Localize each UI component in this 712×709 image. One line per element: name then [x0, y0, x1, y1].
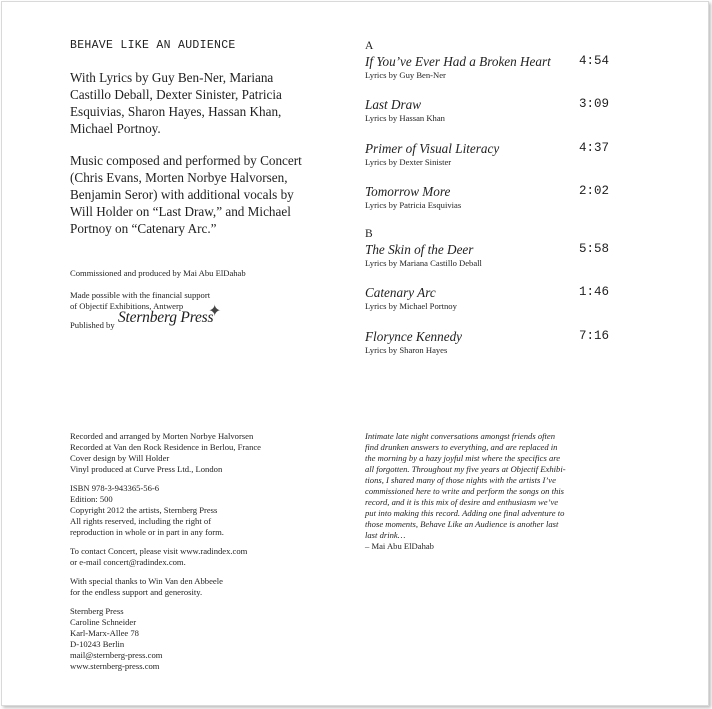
publication-details — [70, 483, 330, 538]
credit-line: mail@sternberg-press.com — [70, 650, 163, 660]
credit-line: Caroline Schneider — [70, 617, 137, 627]
track-item — [365, 329, 609, 359]
liner-note-line: record, and it is this mix of desire and enthusiasm we’ve — [365, 497, 559, 507]
credit-line: To contact Concert, please visit www.radindex.com — [70, 546, 248, 556]
credit-line: or e-mail concert@radindex.com. — [70, 557, 186, 567]
track-duration: 3:09 — [578, 97, 609, 111]
track-title: Catenary Arc — [365, 285, 436, 300]
commissioned-note: Commissioned and produced by Mai Abu ElDahab — [70, 268, 246, 278]
credit-line: Vinyl produced at Curve Press Ltd., London — [70, 464, 223, 474]
track-title: Last Draw — [365, 97, 422, 112]
lyrics-credit-paragraph: With Lyrics by Guy Ben-Ner, Mariana Castillo Deball, Dexter Sinister, Patricia Esquivias, Sharon Hayes, Hassan Khan, Michael Portnoy. — [70, 70, 282, 136]
album-title: BEHAVE LIKE AN AUDIENCE — [70, 39, 236, 52]
recording-credits — [70, 431, 330, 475]
credit-line: Recorded and arranged by Morten Norbye Halvorsen — [70, 431, 254, 441]
track-title: Tomorrow More — [365, 184, 451, 199]
track-lyricist: Lyrics by Patricia Esquivias — [365, 200, 462, 210]
music-credit-paragraph: Music composed and performed by Concert (Chris Evans, Morten Norbye Halvorsen, Benjamin Seror) with additional vocals by Will Holder on “Last Draw,” and Michael Portnoy on “Catenary Arc.” — [70, 153, 302, 236]
album-sleeve-page — [1, 1, 709, 706]
credit-line: www.sternberg-press.com — [70, 661, 160, 671]
track-duration: 1:46 — [578, 285, 609, 299]
liner-note-line: last drink… — [365, 530, 406, 540]
liner-note-line: find drunken answers to everything, and are replaced in — [365, 442, 558, 452]
liner-note-line: the morning by a hazy joyful mist where the specifics are — [365, 453, 561, 463]
track-title: Primer of Visual Literacy — [365, 141, 500, 156]
track-lyricist: Lyrics by Hassan Khan — [365, 113, 445, 123]
track-item — [365, 285, 609, 315]
sternberg-press-logo: Sternberg Press — [118, 309, 214, 326]
track-duration: 5:58 — [578, 242, 609, 256]
credit-line: D-10243 Berlin — [70, 639, 125, 649]
credit-line: Cover design by Will Holder — [70, 453, 170, 463]
support-line: Made possible with the financial support — [70, 290, 211, 300]
credit-line: ISBN 978-3-943365-56-6 — [70, 483, 160, 493]
credit-line: Sternberg Press — [70, 606, 124, 616]
star-sparkle-icon: ✦ — [208, 303, 222, 320]
track-title: The Skin of the Deer — [365, 242, 474, 257]
credit-line: All rights reserved, including the right of — [70, 516, 212, 526]
colophon-credits — [70, 431, 330, 680]
liner-note-line: tions, I shared many of those nights with the artists I’ve — [365, 475, 556, 485]
side-label-a: A — [365, 40, 374, 52]
track-item — [365, 54, 609, 84]
credit-line: for the endless support and generosity. — [70, 587, 203, 597]
side-label-b: B — [365, 228, 373, 240]
liner-note-line: commissioned here to write and perform the songs on this — [365, 486, 564, 496]
track-title: Florynce Kennedy — [365, 329, 463, 344]
track-item — [365, 141, 609, 171]
track-item — [365, 184, 609, 214]
track-duration: 2:02 — [578, 184, 609, 198]
credit-line: Karl-Marx-Allee 78 — [70, 628, 139, 638]
track-lyricist: Lyrics by Dexter Sinister — [365, 157, 452, 167]
liner-note-line: all forgotten. Throughout my five years at Objectif Exhibi- — [365, 464, 566, 474]
track-item — [365, 242, 609, 272]
liner-note-line: those moments, Behave Like an Audience is another last — [365, 519, 559, 529]
publisher-prefix: Published by — [70, 320, 115, 330]
credit-line: Recorded at Van den Rock Residence in Berlou, France — [70, 442, 261, 452]
liner-note — [365, 431, 580, 552]
track-duration: 4:37 — [578, 141, 609, 155]
track-duration: 4:54 — [578, 54, 609, 68]
track-lyricist: Lyrics by Michael Portnoy — [365, 301, 457, 311]
thanks-note — [70, 576, 330, 598]
support-line: of Objectif Exhibitions, Antwerp — [70, 301, 184, 311]
liner-note-attribution: – Mai Abu ElDahab — [365, 541, 434, 551]
publisher-address — [70, 606, 330, 672]
track-lyricist: Lyrics by Guy Ben-Ner — [365, 70, 446, 80]
liner-note-line: Intimate late night conversations amongst friends often — [365, 431, 555, 441]
track-lyricist: Lyrics by Sharon Hayes — [365, 345, 448, 355]
track-title: If You’ve Ever Had a Broken Heart — [365, 54, 551, 69]
track-item — [365, 97, 609, 127]
credit-line: reproduction in whole or in part in any form. — [70, 527, 224, 537]
track-lyricist: Lyrics by Mariana Castillo Deball — [365, 258, 482, 268]
credit-line: With special thanks to Win Van den Abbeele — [70, 576, 223, 586]
liner-note-line: put into making this record. Adding one final adventure to — [365, 508, 565, 518]
credit-line: Copyright 2012 the artists, Sternberg Press — [70, 505, 218, 515]
contact-info — [70, 546, 330, 568]
credit-line: Edition: 500 — [70, 494, 113, 504]
track-duration: 7:16 — [578, 329, 609, 343]
